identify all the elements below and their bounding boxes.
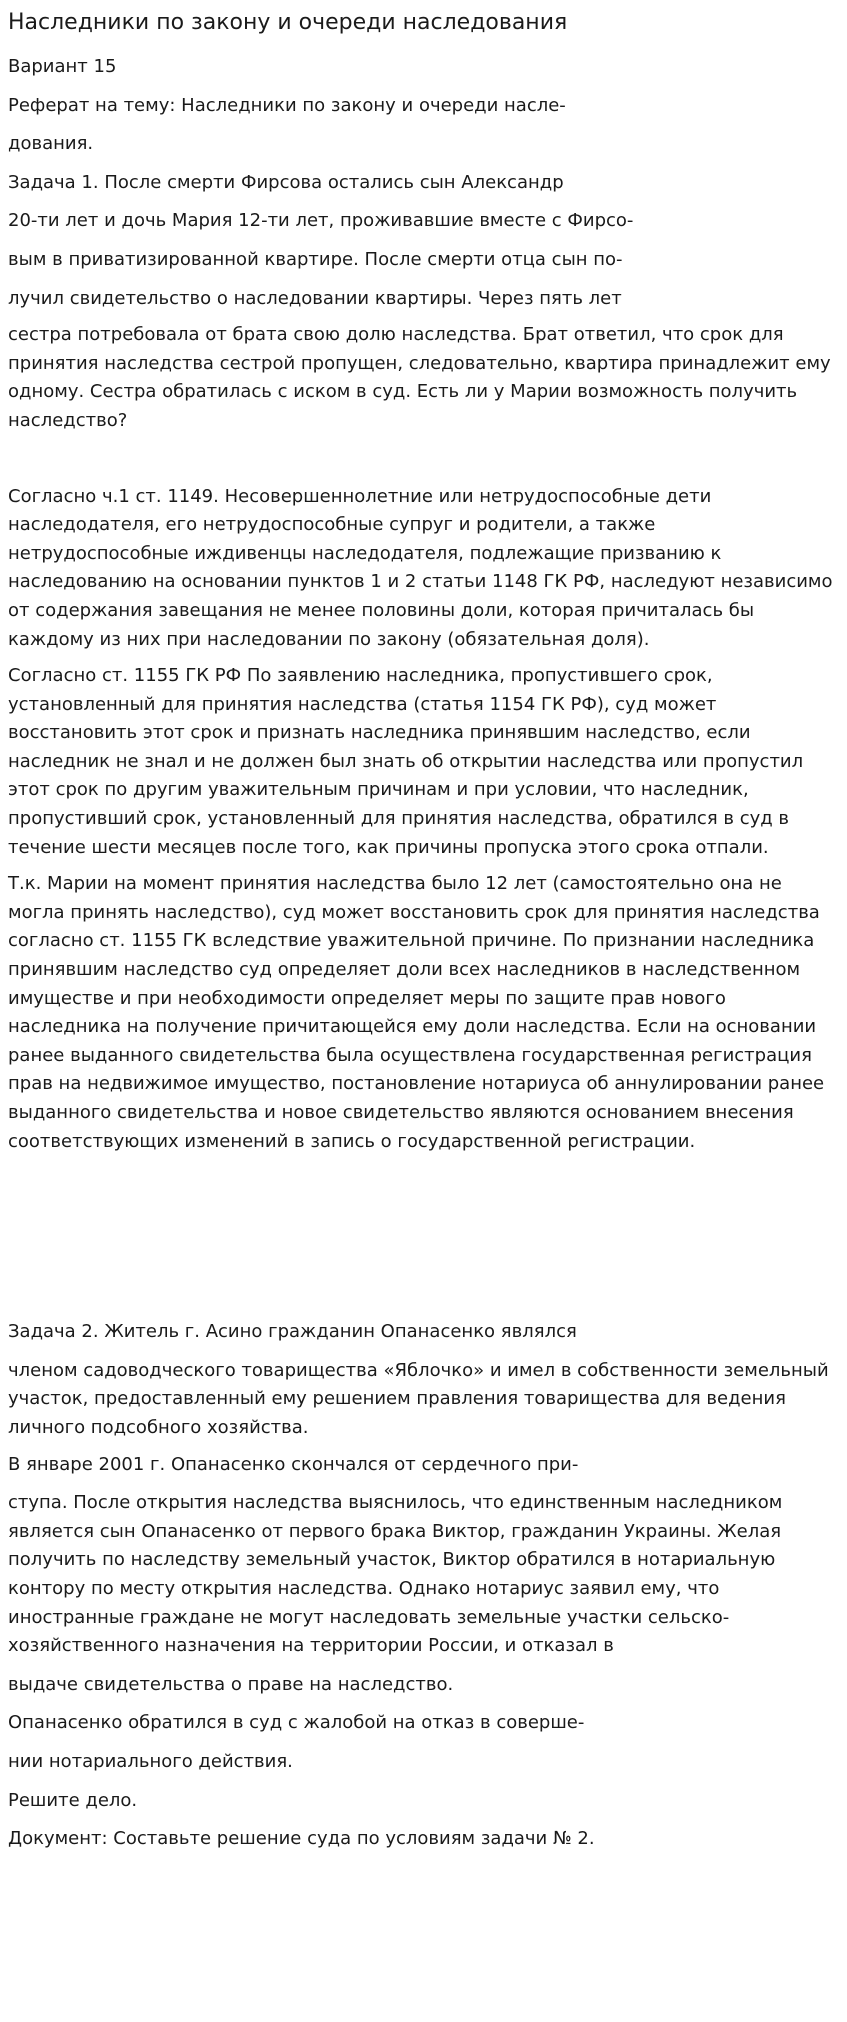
task2-paragraph-2: членом садоводческого товарищества «Яблочко» и имел в собственности земельный участок, предоставленный ему решением правления товарищества для ведения личного подсобного хозяйства.	[8, 1359, 829, 1438]
task2-line-5: выдаче свидетельства о праве на наследство.	[8, 1673, 454, 1695]
essay-topic-line-1: Реферат на тему: Наследники по закону и очереди насле-	[8, 94, 566, 116]
task2-line-8: Решите дело.	[8, 1789, 138, 1811]
answer1-paragraph-3: Т.к. Марии на момент принятия наследства было 12 лет (самостоятельно она не могла принять наследство), суд может восстановить срок для принятия наследства согласно ст. 1155 ГК вследствие уважительной причине. По признании наследника принявшим наследство суд определяет доли всех наследников в наследственном имуществе и при необходимости определяет меры по защите прав нового наследника на получение причитающейся ему доли наследства. Если на основании ранее выданного свидетельства была осуществлена государственная регистрация прав на недвижимое имущество, постановление нотариуса об аннулировании ранее выданного свидетельства и новое свидетельство являются основанием внесения соответствующих изменений в запись о государственной регистрации.	[8, 873, 825, 1152]
essay-topic-line-2: дования.	[8, 133, 94, 155]
answer1-paragraph-1: Согласно ч.1 ст. 1149. Несовершеннолетние или нетрудоспособные дети наследодателя, его нетрудоспособные супруг и родители, а также нетрудоспособные иждивенцы наследодателя, подлежащие призванию к наследованию на основании пунктов 1 и 2 статьи 1148 ГК РФ, наследуют независимо от содержания завещания не менее половины доли, которая причиталась бы каждому из них при наследовании по закону (обязательная доля).	[8, 485, 833, 650]
task2-line-3: В январе 2001 г. Опанасенко скончался от сердечного при-	[8, 1453, 579, 1475]
task1-line-2: 20-ти лет и дочь Мария 12-ти лет, проживавшие вместе с Фирсо-	[8, 210, 634, 232]
task2-paragraph-4: ступа. После открытия наследства выяснилось, что единственным наследником является сын Опанасенко от первого брака Виктор, гражданин Украины. Желая получить по наследству земельный участок, Виктор обратился в нотариальную контору по месту открытия наследства. Однако нотариус заявил ему, что иностранные граждане не могут наследовать земельные участки сельско-хозяйственного назначения на территории России, и отказал в	[8, 1492, 783, 1657]
task1-line-1: Задача 1. После смерти Фирсова остались сын Александр	[8, 171, 564, 193]
task1-paragraph-5: сестра потребовала от брата свою долю наследства. Брат ответил, что срок для принятия наследства сестрой пропущен, следовательно, квартира принадлежит ему одному. Сестра обратилась с иском в суд. Есть ли у Марии возможность получить наследство?	[8, 324, 831, 431]
variant-label: Вариант 15	[8, 56, 117, 77]
task1-line-3: вым в приватизированной квартире. После смерти отца сын по-	[8, 248, 623, 270]
task2-line-7: нии нотариального действия.	[8, 1750, 293, 1772]
task1-line-4: лучил свидетельство о наследовании квартиры. Через пять лет	[8, 287, 622, 309]
task2-line-6: Опанасенко обратился в суд с жалобой на отказ в соверше-	[8, 1712, 585, 1734]
document-title: Наследники по закону и очереди наследования	[8, 10, 568, 35]
document	[8, 0, 838, 1854]
task2-line-1: Задача 2. Житель г. Асино гражданин Опанасенко являлся	[8, 1321, 577, 1343]
document-assignment-line: Документ: Составьте решение суда по условиям задачи № 2.	[8, 1828, 595, 1850]
answer1-paragraph-2: Согласно ст. 1155 ГК РФ По заявлению наследника, пропустившего срок, установленный для принятия наследства (статья 1154 ГК РФ), суд может восстановить этот срок и признать наследника принявшим наследство, если наследник не знал и не должен был знать об открытии наследства или пропустил этот срок по другим уважительным причинам и при условии, что наследник, пропустивший срок, установленный для принятия наследства, обратился в суд в течение шести месяцев после того, как причины пропуска этого срока отпали.	[8, 665, 804, 858]
